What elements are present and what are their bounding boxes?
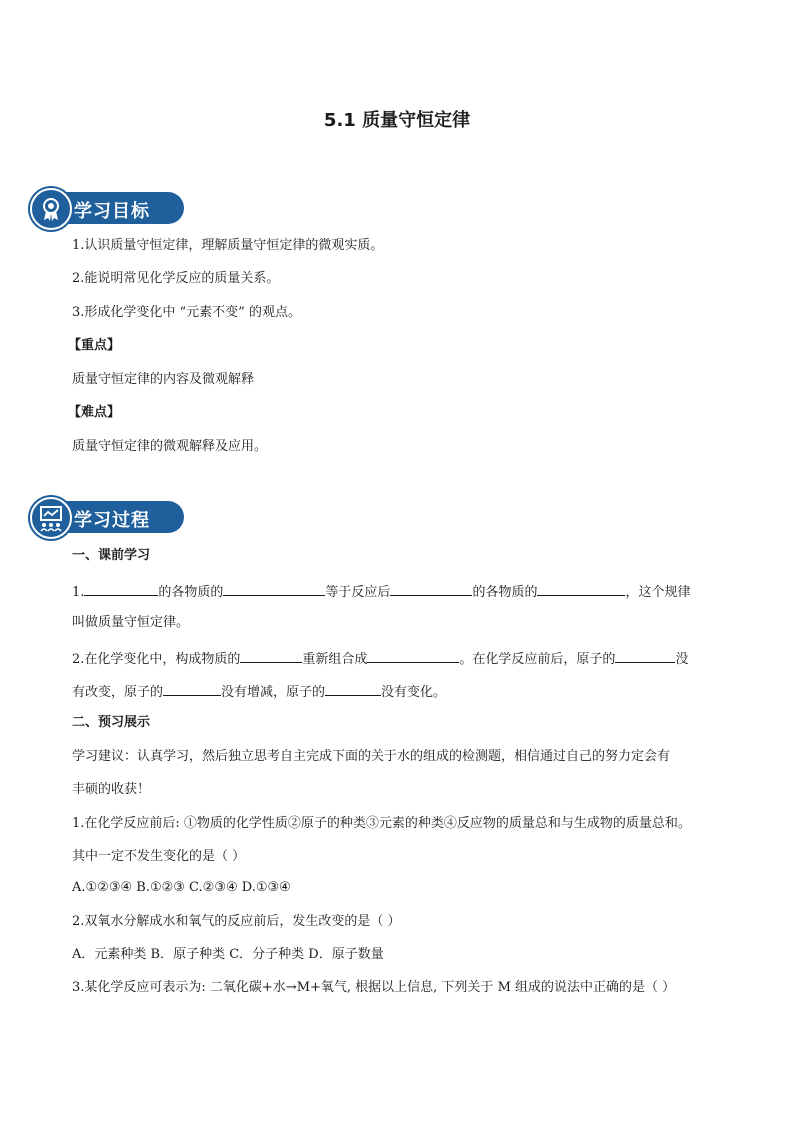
banner-label: 学习过程 xyxy=(74,510,150,531)
part1-title: 一、课前学习 xyxy=(72,548,151,563)
objective-1: 1.认识质量守恒定律，理解质量守恒定律的微观实质。 xyxy=(72,238,384,253)
exercise-2-options: A．元素种类 B．原子种类 C．分子种类 D．原子数量 xyxy=(72,947,384,962)
q2-text-7: 没有变化。 xyxy=(381,685,447,700)
q1-text-4: 的各物质的 xyxy=(472,585,538,600)
difficult-point-text: 质量守恒定律的微观解释及应用。 xyxy=(72,439,268,454)
fill-blank[interactable] xyxy=(163,682,221,696)
difficult-point-label: 【难点】 xyxy=(68,405,121,420)
fill-blank[interactable] xyxy=(615,649,675,663)
q2-text-6: 没有增减，原子的 xyxy=(221,685,326,700)
advice-line-1: 学习建议：认真学习，然后独立思考自主完成下面的关于水的组成的检测题，相信通过自己的努力定会有 xyxy=(72,749,671,764)
question-2-line-2 xyxy=(72,682,446,701)
fill-blank[interactable] xyxy=(325,682,381,696)
q2-text-1: 2.在化学变化中，构成物质的 xyxy=(72,652,241,667)
exercise-1-line-1: 1.在化学反应前后: ①物质的化学性质②原子的种类③元素的种类④反应物的质量总和与生成物的质量总和。 xyxy=(72,816,691,831)
exercise-3-line-1: 3.某化学反应可表示为: 二氧化碳+水→M+氧气, 根据以上信息, 下列关于 M 组成的说法中正确的是（ ） xyxy=(72,980,676,995)
page-title: 5.1 质量守恒定律 xyxy=(323,110,471,131)
section-banner-objectives xyxy=(30,188,184,228)
q1-text-2: 的各物质的 xyxy=(158,585,224,600)
q1-text-1: 1. xyxy=(72,585,85,600)
key-point-text: 质量守恒定律的内容及微观解释 xyxy=(72,372,255,387)
banner-circle xyxy=(30,497,72,539)
part2-title: 二、预习展示 xyxy=(72,715,151,730)
question-2-line-1 xyxy=(72,649,688,668)
fill-blank[interactable] xyxy=(223,582,325,596)
q2-text-4: 没 xyxy=(675,652,689,667)
question-1-line-1 xyxy=(72,582,690,601)
q2-text-3: 。在化学反应前后，原子的 xyxy=(459,652,616,667)
exercise-1-line-2: 其中一定不发生变化的是（ ） xyxy=(72,849,246,864)
fill-blank[interactable] xyxy=(537,582,625,596)
fill-blank[interactable] xyxy=(390,582,472,596)
presentation-icon xyxy=(37,504,65,532)
q2-text-5: 有改变，原子的 xyxy=(72,685,164,700)
advice-line-2: 丰硕的收获！ xyxy=(72,782,151,797)
q2-text-2: 重新组合成 xyxy=(302,652,368,667)
q1-text-5: ，这个规律 xyxy=(625,585,691,600)
objective-3: 3.形成化学变化中 “元素不变” 的观点。 xyxy=(72,305,301,320)
fill-blank[interactable] xyxy=(84,582,158,596)
objective-2: 2.能说明常见化学反应的质量关系。 xyxy=(72,271,280,286)
q1-text-3: 等于反应后 xyxy=(325,585,391,600)
question-1-line-2: 叫做质量守恒定律。 xyxy=(72,615,190,630)
section-banner-process xyxy=(30,497,184,537)
exercise-2-line-1: 2.双氧水分解成水和氧气的反应前后，发生改变的是（ ） xyxy=(72,914,401,929)
fill-blank[interactable] xyxy=(367,649,459,663)
key-point-label: 【重点】 xyxy=(68,338,121,353)
fill-blank[interactable] xyxy=(240,649,302,663)
exercise-1-options: A.①②③④ B.①②③ C.②③④ D.①③④ xyxy=(72,880,291,895)
award-icon xyxy=(37,195,65,223)
banner-label: 学习目标 xyxy=(74,201,150,222)
banner-circle xyxy=(30,188,72,230)
